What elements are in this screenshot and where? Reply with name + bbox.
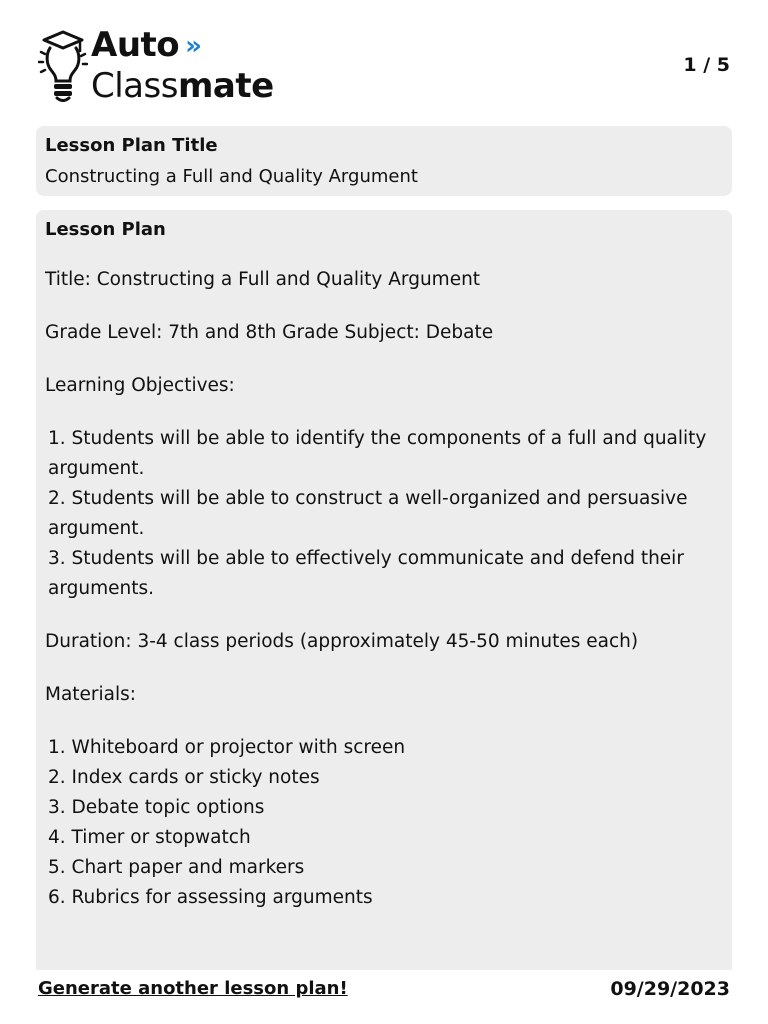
material-item: 2. Index cards or sticky notes — [48, 767, 320, 788]
logo-line-1 — [91, 26, 274, 67]
lesson-plan-title-card — [36, 126, 732, 196]
page-counter: 1 / 5 — [683, 54, 730, 76]
plan-body — [45, 265, 720, 913]
graduation-lightbulb-icon — [38, 28, 88, 102]
plan-title-line: Title: Constructing a Full and Quality Argument — [45, 269, 481, 290]
objectives-list — [45, 424, 720, 604]
title-card-heading: Lesson Plan Title — [45, 135, 218, 156]
generate-another-lesson-plan-link[interactable]: Generate another lesson plan! — [38, 978, 348, 999]
objective-item: 1. Students will be able to identify the components of a full and quality argument. — [48, 428, 707, 479]
title-card-value: Constructing a Full and Quality Argument — [45, 166, 418, 187]
auto-classmate-logo — [36, 26, 296, 106]
materials-label: Materials: — [45, 684, 137, 705]
grade-level-line: Grade Level: 7th and 8th Grade Subject: Debate — [45, 322, 494, 343]
duration-line: Duration: 3-4 class periods (approximately 45-50 minutes each) — [45, 631, 639, 652]
objective-item: 3. Students will be able to effectively communicate and defend their arguments. — [48, 548, 684, 599]
logo-class-text: Class — [91, 66, 178, 106]
logo-auto-text: Auto — [91, 25, 180, 65]
material-item: 4. Timer or stopwatch — [48, 827, 251, 848]
materials-list — [45, 733, 720, 913]
footer-date: 09/29/2023 — [610, 978, 730, 1000]
logo-mate-text: mate — [177, 66, 274, 106]
header — [36, 26, 732, 106]
lesson-plan-card — [36, 210, 732, 970]
material-item: 3. Debate topic options — [48, 797, 265, 818]
learning-objectives-label: Learning Objectives: — [45, 375, 235, 396]
chevrons-right-icon: » — [185, 31, 202, 61]
material-item: 5. Chart paper and markers — [48, 857, 305, 878]
material-item: 1. Whiteboard or projector with screen — [48, 737, 406, 758]
logo-line-2 — [91, 67, 274, 105]
material-item: 6. Rubrics for assessing arguments — [48, 887, 373, 908]
plan-card-heading: Lesson Plan — [45, 219, 166, 240]
objective-item: 2. Students will be able to construct a well-organized and persuasive argument. — [48, 488, 688, 539]
footer — [38, 978, 730, 1008]
logo-wordmark — [91, 26, 274, 105]
